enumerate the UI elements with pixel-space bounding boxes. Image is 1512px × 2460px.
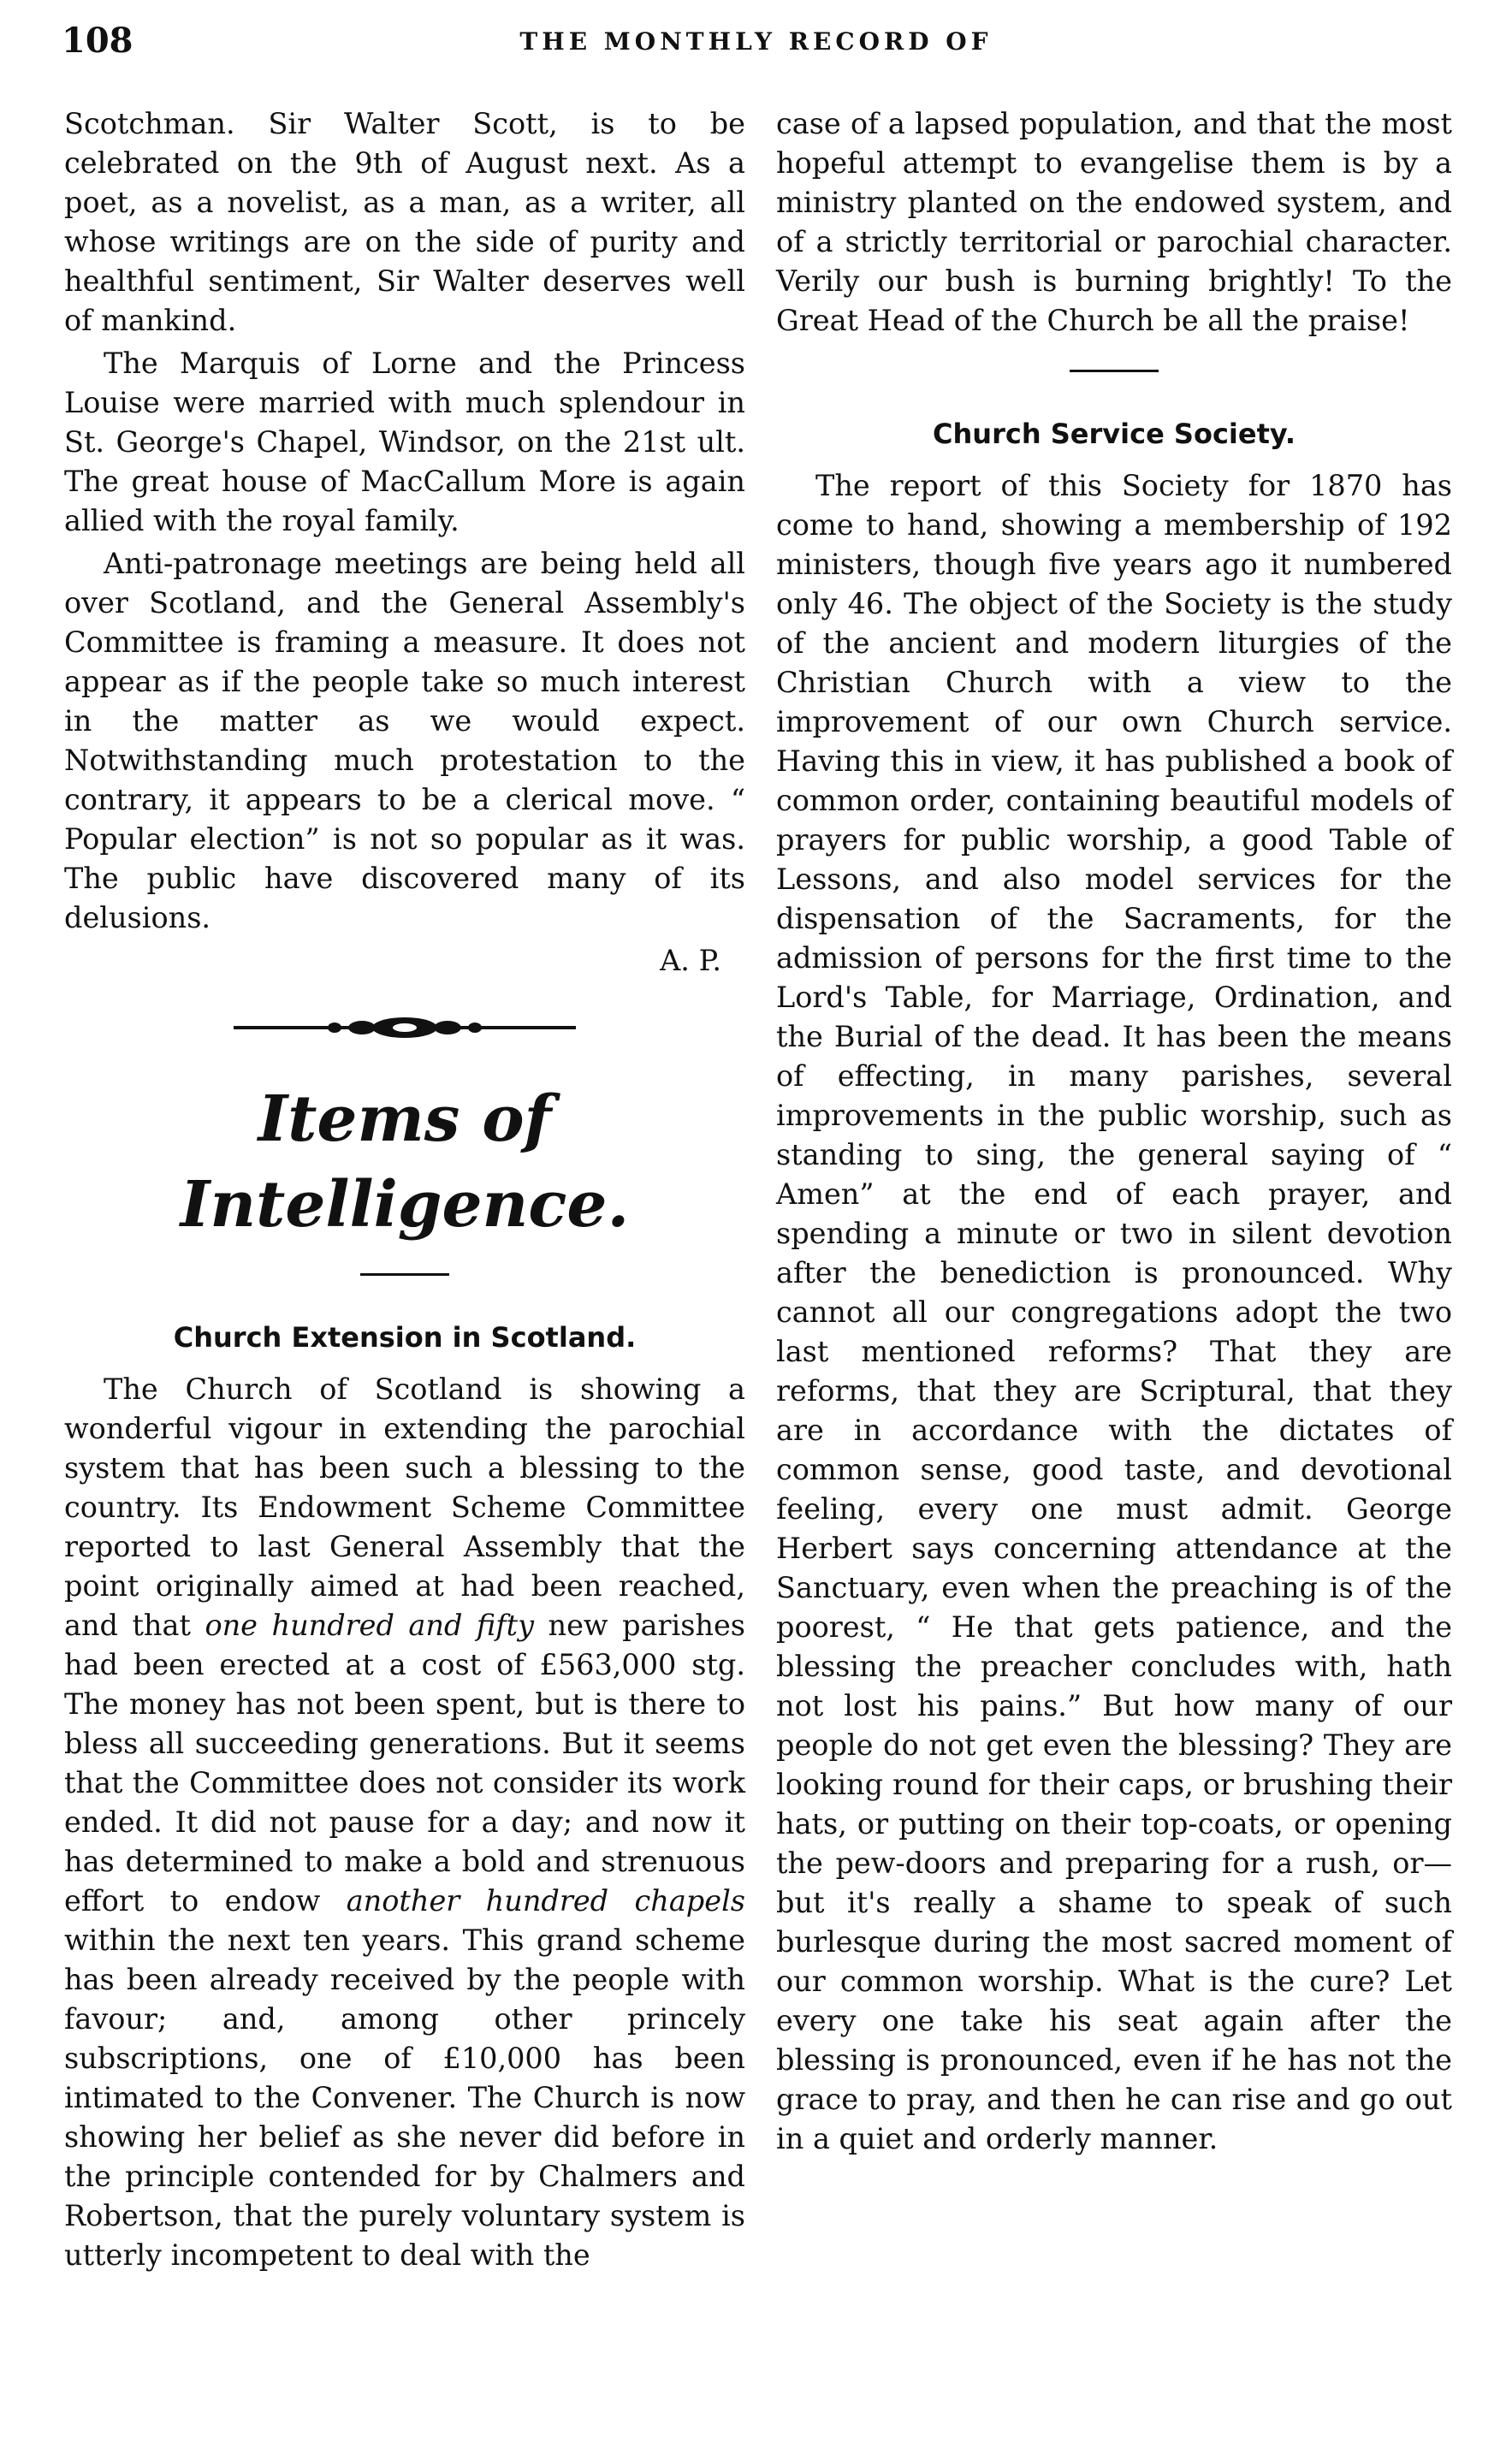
running-header	[62, 21, 1450, 72]
author-signature: A. P.	[660, 944, 721, 977]
paragraph-walter-scott: Scotchman. Sir Walter Scott, is to be celebrated on the 9th of August next. As a poet, as a novelist, as a man, as a writer, all whose writings are on the side of purity and healthful sentiment, Sir Walter deserves well of mankind.	[64, 107, 745, 337]
paragraph-church-service-society: The report of this Society for 1870 has come to hand, showing a membership of 192 ministers, though five years ago it numbered only 46. The object of the Society is the study of the ancient and modern liturgies of the Christian Church with a view to the improvement of our own Church service. Having this in view, it has published a book of common order, containing beautiful models of prayers for public worship, a good Table of Lessons, and also model services for the dispensation of the Sacraments, for the admission of persons for the first time to the Lord's Table, for Marriage, Ordination, and the Burial of the dead. It has been the means of effecting, in many parishes, several improvements in the public worship, such as standing to sing, the general saying of “ Amen” at the end of each prayer, and spending a minute or two in silent devotion after the benediction is pronounced. Why cannot all our congregations adopt the two last mentioned reforms? That they are reforms, that they are Scriptural, that they are in accordance with the dictates of common sense, good taste, and devotional feeling, every one must admit. George Herbert says concerning attendance at the Sanctuary, even when the preaching is of the poorest, “ He that gets patience, and the blessing the preacher concludes with, hath not lost his pains.” But how many of our people do not get even the blessing? They are looking round for their caps, or brushing their hats, or putting on their top-coats, or opening the pew-doors and preparing for a rush, or— but it's really a shame to speak of such burlesque during the most sacred moment of our common worship. What is the cure? Let every one take his seat again after the blessing is pronounced, even if he has not the grace to pray, and then he can rise and go out in a quiet and orderly manner.	[776, 469, 1452, 2155]
emphasis-another-hundred-chapels: another hundred chapels	[346, 1884, 745, 1918]
left-column	[64, 104, 745, 2279]
items-of-intelligence-title: Items of Intelligence.	[180, 1082, 630, 1242]
section-rule	[360, 1273, 449, 1276]
emphasis-one-hundred-fifty: one hundred and fifty	[205, 1609, 535, 1642]
paragraph-lorne-marriage: The Marquis of Lorne and the Princess Louise were married with much splendour in St. George's Chapel, Windsor, on the 21st ult. The great house of MacCallum More is again allied with the royal family.	[64, 347, 745, 537]
page-number: 108	[62, 21, 133, 61]
section-rule	[1070, 370, 1159, 372]
right-column	[776, 104, 1452, 2162]
text-run: The Church of Scotland is showing a wonderful vigour in extending the parochial system that has been such a blessing to the country. Its Endowment Scheme Committee reported to last General Assembly that the point originally aimed at had been reached, and that	[64, 1372, 745, 1642]
text-run: within the next ten years. This grand scheme has been already received by the people with favour; and, among other princely subscriptions, one of £10,000 has been intimated to the Convener. The Church is now showing her belief as she never did before in the principle contended for by Chalmers and Robertson, that the purely voluntary system is utterly incompetent to deal with the	[64, 1924, 745, 2272]
running-title: THE MONTHLY RECORD OF	[519, 27, 993, 56]
paragraph-anti-patronage: Anti-patronage meetings are being held all over Scotland, and the General Assembly's Committee is framing a measure. It does not appear as if the people take so much interest in the matter as we would expect. Notwithstanding much protestation to the contrary, it appears to be a clerical move. “ Popular election” is not so popular as it was. The public have discovered many of its delusions.	[64, 547, 745, 934]
paragraph-church-extension	[64, 1370, 745, 2275]
text-run: new parishes had been erected at a cost of £563,000 stg. The money has not been spent, but is there to bless all succeeding generations. But it seems that the Committee does not consider its work ended. It did not pause for a day; and now it has determined to make a bold and strenuous effort to endow	[64, 1609, 745, 1918]
section-title-church-service-society: Church Service Society.	[933, 418, 1296, 450]
paragraph-continued: case of a lapsed population, and that the most hopeful attempt to evangelise them is by a ministry planted on the endowed system, and of a strictly territorial or parochial character. Verily our bush is burning brightly! To the Great Head of the Church be all the praise!	[776, 107, 1452, 337]
ornamental-divider	[234, 1015, 576, 1040]
section-title-church-extension: Church Extension in Scotland.	[173, 1321, 637, 1354]
